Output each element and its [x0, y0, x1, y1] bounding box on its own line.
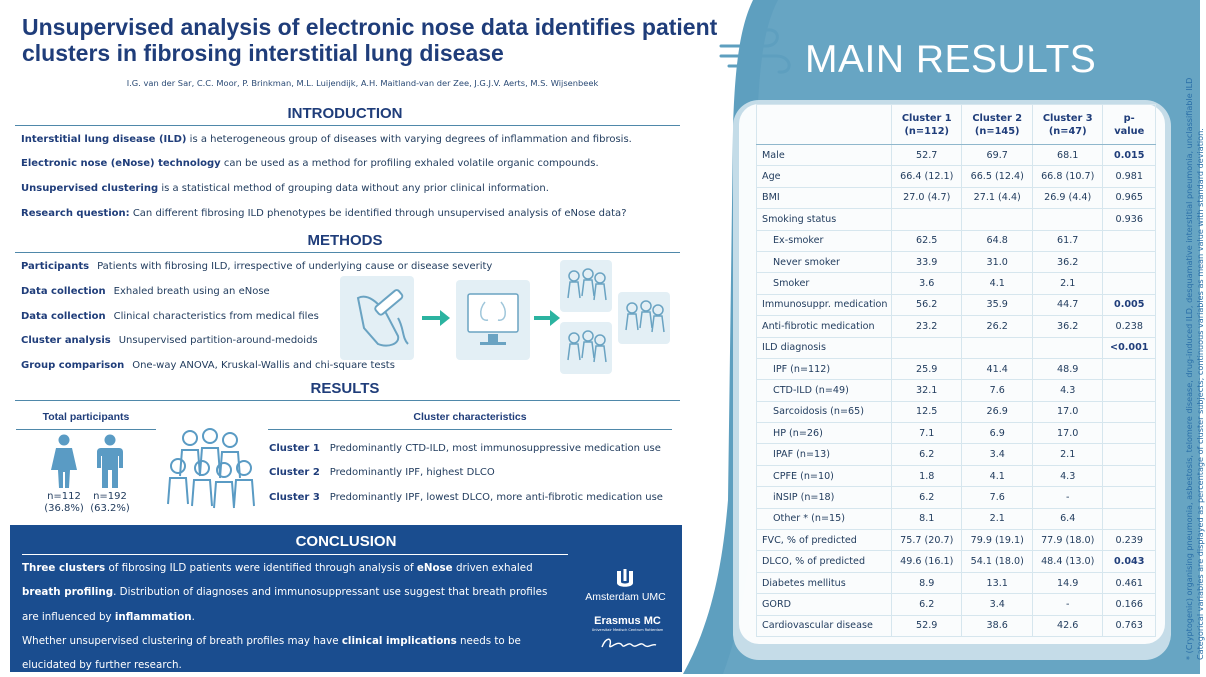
cluster-value-cell: 25.9 [892, 358, 962, 379]
amsterdam-umc-logo: Amsterdam UMC [585, 591, 666, 603]
cluster-value-cell: 52.9 [892, 615, 962, 636]
table-row [757, 401, 1156, 422]
main-results-heading: MAIN RESULTS [805, 38, 1097, 81]
cluster-value-cell: 36.2 [1032, 251, 1102, 272]
introduction-text: Can different fibrosing ILD phenotypes be identified through unsupervised analysis of eNose data? [129, 208, 627, 219]
cluster-value-cell: 1.8 [892, 465, 962, 486]
table-row [757, 594, 1156, 615]
conclusion-emph: inflammation [114, 610, 192, 623]
row-label: Cardiovascular disease [757, 615, 892, 636]
cluster-value-cell: 6.2 [892, 487, 962, 508]
table-row [757, 358, 1156, 379]
table-header-blank [757, 105, 892, 145]
row-label: Ex-smoker [757, 230, 892, 251]
table-header-line: (n=145) [974, 125, 1020, 137]
cluster-value-cell [962, 337, 1032, 358]
cluster-name: Cluster 2 [269, 467, 320, 478]
cluster-value-cell: - [1032, 487, 1102, 508]
footnote-line-2: Categorical variables are displayed as percentage of cluster subjects; continuous variables as mean value with standard deviation. [1195, 128, 1205, 660]
table-row [757, 551, 1156, 572]
enose-breath-icon [340, 276, 414, 360]
female-icon [51, 435, 77, 489]
p-value-cell: 0.965 [1103, 187, 1156, 208]
p-value-cell: 0.461 [1103, 572, 1156, 593]
table-row [757, 166, 1156, 187]
p-value-cell: 0.239 [1103, 530, 1156, 551]
male-count: n=192 [93, 491, 127, 502]
cluster-value-cell: 14.9 [1032, 572, 1102, 593]
cluster-value-cell: 7.1 [892, 423, 962, 444]
methods-flow-illustration [338, 258, 680, 378]
row-label: CTD-ILD (n=49) [757, 380, 892, 401]
cluster-value-cell: 23.2 [892, 316, 962, 337]
cluster-value-cell: 3.4 [962, 594, 1032, 615]
introduction-term: Interstitial lung disease (ILD) [21, 134, 187, 145]
conclusion-box [10, 525, 682, 672]
cluster-description: Predominantly CTD-ILD, most immunosuppressive medication use [329, 443, 661, 454]
table-header-cell [1103, 105, 1156, 145]
cluster-value-cell: 8.9 [892, 572, 962, 593]
table-row [757, 187, 1156, 208]
cluster-value-cell: 6.9 [962, 423, 1032, 444]
cluster-value-cell: 36.2 [1032, 316, 1102, 337]
table-body [757, 145, 1156, 637]
cluster-value-cell: 27.0 (4.7) [892, 187, 962, 208]
table-header-cell [1032, 105, 1102, 145]
row-label: Male [757, 145, 892, 166]
p-value-cell [1103, 423, 1156, 444]
conclusion-emph: clinical implications [341, 634, 457, 647]
cluster-value-cell: 4.3 [1032, 380, 1102, 401]
cluster-value-cell: 26.9 [962, 401, 1032, 422]
table-header-line: Cluster 3 [1042, 112, 1093, 124]
p-value-cell [1103, 380, 1156, 401]
table-row [757, 508, 1156, 529]
cluster-value-cell: 69.7 [962, 145, 1032, 166]
cluster-value-cell: 64.8 [962, 230, 1032, 251]
cluster-value-cell: 48.9 [1032, 358, 1102, 379]
cluster-value-cell: 41.4 [962, 358, 1032, 379]
conclusion-emph: eNose [416, 562, 453, 574]
row-label: Smoking status [757, 209, 892, 230]
table-row [757, 294, 1156, 315]
table-header-line: (n=112) [904, 125, 950, 137]
introduction-item [21, 183, 681, 194]
introduction-text: is a heterogeneous group of diseases with varying degrees of inflammation and fibrosis. [186, 134, 632, 145]
cluster-value-cell: 79.9 (19.1) [962, 530, 1032, 551]
p-value-cell [1103, 230, 1156, 251]
introduction-term: Research question: [21, 208, 130, 219]
cluster-value-cell: 6.4 [1032, 508, 1102, 529]
cluster-value-cell: 42.6 [1032, 615, 1102, 636]
methods-text: One-way ANOVA, Kruskal-Wallis and chi-square tests [132, 360, 395, 371]
erasmus-mc-logo: Erasmus MC [594, 615, 661, 627]
introduction-divider [15, 125, 680, 126]
cluster-value-cell: 68.1 [1032, 145, 1102, 166]
main-results-table [756, 104, 1156, 637]
footnote-line-1: * (Cryptogenic) organising pneumonia, asbestosis, telomere disease, drug-induced ILD, desquamative interstitial pneumonia, unclassifiable ILD [1184, 77, 1194, 660]
introduction-text: is a statistical method of grouping data without any prior clinical information. [158, 183, 549, 194]
row-label: Immunosuppr. medication [757, 294, 892, 315]
row-label: HP (n=26) [757, 423, 892, 444]
methods-term: Participants [21, 261, 90, 272]
poster-title: Unsupervised analysis of electronic nose data identifies patient clusters in fibrosing interstitial lung disease [22, 14, 718, 66]
total-participants-heading: Total participants [42, 411, 130, 423]
table-header-row [757, 105, 1156, 145]
table-header-line: (n=47) [1048, 125, 1087, 137]
results-heading: RESULTS [310, 380, 380, 397]
table-row [757, 230, 1156, 251]
row-label: IPF (n=112) [757, 358, 892, 379]
methods-term: Data collection [21, 286, 106, 297]
row-label: Age [757, 166, 892, 187]
conclusion-text [22, 556, 567, 677]
conclusion-span: driven exhaled [452, 562, 533, 574]
table-row [757, 530, 1156, 551]
cluster-value-cell [1032, 209, 1102, 230]
row-label: iNSIP (n=18) [757, 487, 892, 508]
patient-group-icon [560, 260, 670, 374]
table-header-line: Cluster 1 [901, 112, 952, 124]
cluster-characteristics-divider [268, 429, 672, 430]
cluster-value-cell [962, 209, 1032, 230]
arrow-right-icon [422, 310, 450, 326]
table-row [757, 209, 1156, 230]
row-label: Sarcoidosis (n=65) [757, 401, 892, 422]
p-value-cell: <0.001 [1103, 337, 1156, 358]
table-header-line: value [1114, 125, 1145, 137]
cluster-value-cell: 44.7 [1032, 294, 1102, 315]
cluster-row [269, 467, 679, 478]
cluster-value-cell: 77.9 (18.0) [1032, 530, 1102, 551]
patient-cluster-icon [160, 426, 260, 516]
cluster-value-cell: 26.2 [962, 316, 1032, 337]
p-value-cell [1103, 358, 1156, 379]
cluster-value-cell: 49.6 (16.1) [892, 551, 962, 572]
methods-term: Data collection [21, 311, 106, 322]
row-label: Smoker [757, 273, 892, 294]
cluster-value-cell [1032, 337, 1102, 358]
cluster-value-cell: 6.2 [892, 444, 962, 465]
cluster-value-cell: 32.1 [892, 380, 962, 401]
p-value-cell: 0.936 [1103, 209, 1156, 230]
cluster-value-cell: 38.6 [962, 615, 1032, 636]
cluster-value-cell: 54.1 (18.0) [962, 551, 1032, 572]
cluster-value-cell: 4.1 [962, 465, 1032, 486]
row-label: FVC, % of predicted [757, 530, 892, 551]
p-value-cell: 0.166 [1103, 594, 1156, 615]
cluster-row [269, 492, 679, 503]
methods-text: Clinical characteristics from medical files [113, 311, 319, 322]
cluster-value-cell: 2.1 [962, 508, 1032, 529]
cluster-description: Predominantly IPF, lowest DLCO, more anti-fibrotic medication use [329, 492, 663, 503]
p-value-cell [1103, 465, 1156, 486]
introduction-text: can be used as a method for profiling exhaled volatile organic compounds. [220, 158, 599, 169]
introduction-term: Unsupervised clustering [21, 183, 159, 194]
methods-text: Exhaled breath using an eNose [113, 286, 270, 297]
conclusion-emph: breath profiling [22, 586, 114, 599]
p-value-cell: 0.238 [1103, 316, 1156, 337]
conclusion-span: . [191, 610, 195, 623]
table-row [757, 145, 1156, 166]
cluster-value-cell: 48.4 (13.0) [1032, 551, 1102, 572]
methods-term: Group comparison [21, 360, 125, 371]
methods-text: Patients with fibrosing ILD, irrespective of underlying cause or disease severity [97, 261, 493, 272]
cluster-characteristics-heading: Cluster characteristics [413, 411, 527, 423]
arrow-right-icon [534, 310, 560, 326]
cluster-value-cell: 4.3 [1032, 465, 1102, 486]
cluster-value-cell: 75.7 (20.7) [892, 530, 962, 551]
conclusion-divider [22, 554, 568, 555]
cluster-value-cell: 17.0 [1032, 423, 1102, 444]
cluster-description: Predominantly IPF, highest DLCO [329, 467, 495, 478]
table-row [757, 251, 1156, 272]
p-value-cell: 0.015 [1103, 145, 1156, 166]
cluster-value-cell: 7.6 [962, 487, 1032, 508]
introduction-item [21, 208, 681, 219]
male-percent: (63.2%) [90, 503, 130, 514]
amsterdam-umc-logo-icon [614, 569, 636, 591]
cluster-value-cell: 4.1 [962, 273, 1032, 294]
table-row [757, 380, 1156, 401]
erasmus-mc-subtitle: Universitair Medisch Centrum Rotterdam [591, 628, 664, 632]
p-value-cell: 0.043 [1103, 551, 1156, 572]
cluster-value-cell: 33.9 [892, 251, 962, 272]
cluster-row [269, 443, 679, 454]
p-value-cell [1103, 251, 1156, 272]
conclusion-emph: Three clusters [22, 562, 106, 574]
cluster-value-cell: 13.1 [962, 572, 1032, 593]
cluster-value-cell: 2.1 [1032, 444, 1102, 465]
cluster-value-cell: 17.0 [1032, 401, 1102, 422]
cluster-value-cell: 52.7 [892, 145, 962, 166]
cluster-name: Cluster 3 [269, 492, 320, 503]
cluster-value-cell: 12.5 [892, 401, 962, 422]
conclusion-heading: CONCLUSION [295, 533, 397, 550]
cluster-value-cell [892, 337, 962, 358]
table-row [757, 423, 1156, 444]
row-label: CPFE (n=10) [757, 465, 892, 486]
row-label: Never smoker [757, 251, 892, 272]
results-divider [15, 400, 680, 401]
conclusion-span: of fibrosing ILD patients were identified through analysis of [105, 562, 417, 574]
table-row [757, 572, 1156, 593]
row-label: BMI [757, 187, 892, 208]
cluster-value-cell: 62.5 [892, 230, 962, 251]
table-row [757, 337, 1156, 358]
p-value-cell [1103, 444, 1156, 465]
cluster-value-cell: 35.9 [962, 294, 1032, 315]
methods-term: Cluster analysis [21, 335, 111, 346]
cluster-value-cell: 6.2 [892, 594, 962, 615]
conclusion-span: Whether unsupervised clustering of breath profiles may have [22, 634, 342, 647]
row-label: GORD [757, 594, 892, 615]
cluster-value-cell: - [1032, 594, 1102, 615]
row-label: Other * (n=15) [757, 508, 892, 529]
cluster-value-cell: 61.7 [1032, 230, 1102, 251]
p-value-cell [1103, 273, 1156, 294]
table-row [757, 487, 1156, 508]
cluster-value-cell: 8.1 [892, 508, 962, 529]
female-percent: (36.8%) [44, 503, 84, 514]
cluster-value-cell: 27.1 (4.4) [962, 187, 1032, 208]
row-label: Diabetes mellitus [757, 572, 892, 593]
cluster-value-cell: 7.6 [962, 380, 1032, 401]
cluster-value-cell: 3.4 [962, 444, 1032, 465]
table-row [757, 316, 1156, 337]
conclusion-span: . Distribution of diagnoses and immunosuppressant use suggest that breath profiles are influenced by [22, 586, 548, 623]
table-header-line: Cluster 2 [972, 112, 1023, 124]
authors: I.G. van der Sar, C.C. Moor, P. Brinkman, M.L. Luijendijk, A.H. Maitland-van der Zee, J.G.J.V. Aerts, M.S. Wijsenbeek [126, 78, 599, 88]
p-value-cell: 0.981 [1103, 166, 1156, 187]
p-value-cell: 0.005 [1103, 294, 1156, 315]
cluster-value-cell: 26.9 (4.4) [1032, 187, 1102, 208]
gender-icons [46, 434, 136, 490]
introduction-heading: INTRODUCTION [287, 105, 403, 122]
row-label: IPAF (n=13) [757, 444, 892, 465]
row-label: Anti-fibrotic medication [757, 316, 892, 337]
cluster-value-cell: 2.1 [1032, 273, 1102, 294]
cluster-value-cell: 66.4 (12.1) [892, 166, 962, 187]
methods-text: Unsupervised partition-around-medoids [118, 335, 318, 346]
p-value-cell [1103, 508, 1156, 529]
footnote [1162, 10, 1205, 660]
cluster-name: Cluster 1 [269, 443, 320, 454]
methods-divider [15, 252, 680, 253]
table-header-line: p- [1123, 112, 1135, 124]
row-label: DLCO, % of predicted [757, 551, 892, 572]
erasmus-signature-icon [598, 633, 660, 655]
table-row [757, 465, 1156, 486]
computer-monitor-icon [456, 280, 530, 360]
introduction-item [21, 134, 681, 145]
p-value-cell: 0.763 [1103, 615, 1156, 636]
total-participants-divider [16, 429, 156, 430]
p-value-cell [1103, 487, 1156, 508]
table-row [757, 615, 1156, 636]
introduction-term: Electronic nose (eNose) technology [21, 158, 221, 169]
cluster-value-cell: 66.8 (10.7) [1032, 166, 1102, 187]
cluster-value-cell [892, 209, 962, 230]
table-row [757, 273, 1156, 294]
conclusion-span: needs to be elucidated by further research. [22, 634, 521, 672]
row-label: ILD diagnosis [757, 337, 892, 358]
female-count: n=112 [47, 491, 81, 502]
table-header-cell [962, 105, 1032, 145]
methods-heading: METHODS [307, 232, 383, 249]
cluster-value-cell: 3.6 [892, 273, 962, 294]
cluster-value-cell: 56.2 [892, 294, 962, 315]
introduction-item [21, 158, 681, 169]
table-header-cell [892, 105, 962, 145]
male-icon [97, 435, 123, 489]
table-row [757, 444, 1156, 465]
cluster-value-cell: 31.0 [962, 251, 1032, 272]
p-value-cell [1103, 401, 1156, 422]
cluster-value-cell: 66.5 (12.4) [962, 166, 1032, 187]
